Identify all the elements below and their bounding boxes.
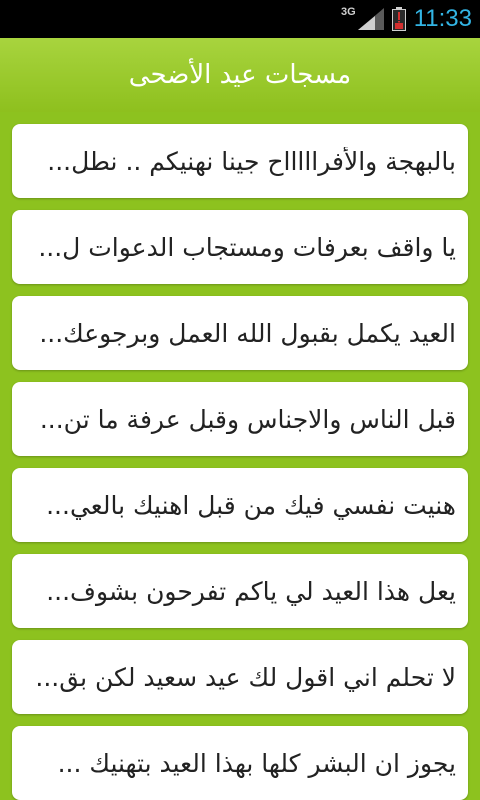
list-item[interactable] (12, 210, 468, 284)
list-item[interactable] (12, 554, 468, 628)
list-item-text: يجوز ان البشر كلها بهذا العيد بتهنيك ... (57, 748, 456, 778)
list-item[interactable] (12, 124, 468, 198)
list-item[interactable] (12, 382, 468, 456)
list-item-text: العيد يكمل بقبول الله العمل وبرجوعك... (39, 318, 456, 348)
status-bar (0, 0, 480, 38)
network-type-label: 3G (341, 6, 356, 18)
list-item-text: يعل هذا العيد لي ياكم تفرحون بشوف... (46, 576, 456, 606)
list-item-text: بالبهجة والأفراااااح جينا نهنيكم .. نطل... (47, 146, 456, 176)
signal-icon (358, 8, 384, 30)
battery-alert-icon (392, 7, 406, 31)
list-item-text: يا واقف بعرفات ومستجاب الدعوات ل... (38, 232, 456, 262)
list-item-text: قبل الناس والاجناس وقبل عرفة ما تن... (39, 404, 456, 434)
list-item[interactable] (12, 296, 468, 370)
list-item-text: هنيت نفسي فيك من قبل اهنيك بالعي... (46, 490, 456, 520)
clock: 11:33 (413, 5, 472, 32)
status-icons (341, 0, 472, 38)
page-title: مسجات عيد الأضحى (128, 60, 352, 90)
message-list[interactable] (0, 112, 480, 800)
list-item[interactable] (12, 726, 468, 800)
app-header (0, 38, 480, 112)
list-item[interactable] (12, 468, 468, 542)
list-item[interactable] (12, 640, 468, 714)
list-item-text: لا تحلم اني اقول لك عيد سعيد لكن بق... (35, 662, 456, 692)
